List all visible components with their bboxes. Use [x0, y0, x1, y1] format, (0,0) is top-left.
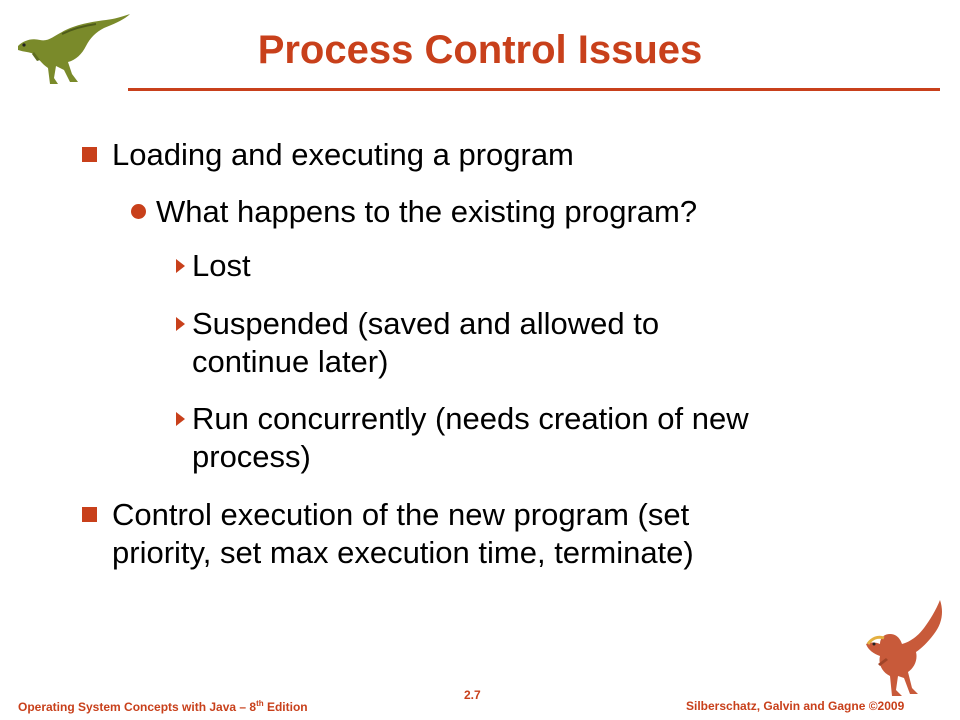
- bullet-level3: Suspended (saved and allowed to continue later): [192, 306, 660, 379]
- bullet-level3: Run concurrently (needs creation of new process): [192, 401, 749, 474]
- page-title: Process Control Issues: [257, 28, 703, 72]
- round-bullet-icon: [131, 204, 146, 219]
- bullet-level1: Control execution of the new program (set priority, set max execution time, terminate): [112, 497, 694, 570]
- bullet-level2: What happens to the existing program?: [156, 194, 698, 229]
- bullet-level3: Lost: [192, 248, 251, 283]
- triangle-bullet-icon: [176, 317, 185, 331]
- square-bullet-icon: [82, 147, 97, 162]
- slide-number: 2.7: [464, 688, 481, 702]
- footer-right: Silberschatz, Galvin and Gagne ©2009: [686, 699, 905, 713]
- bullet-level1: Loading and executing a program: [112, 137, 574, 172]
- triangle-bullet-icon: [176, 259, 185, 273]
- footer-left: Operating System Concepts with Java – 8th Edition: [18, 699, 308, 714]
- triangle-bullet-icon: [176, 412, 185, 426]
- square-bullet-icon: [82, 507, 97, 522]
